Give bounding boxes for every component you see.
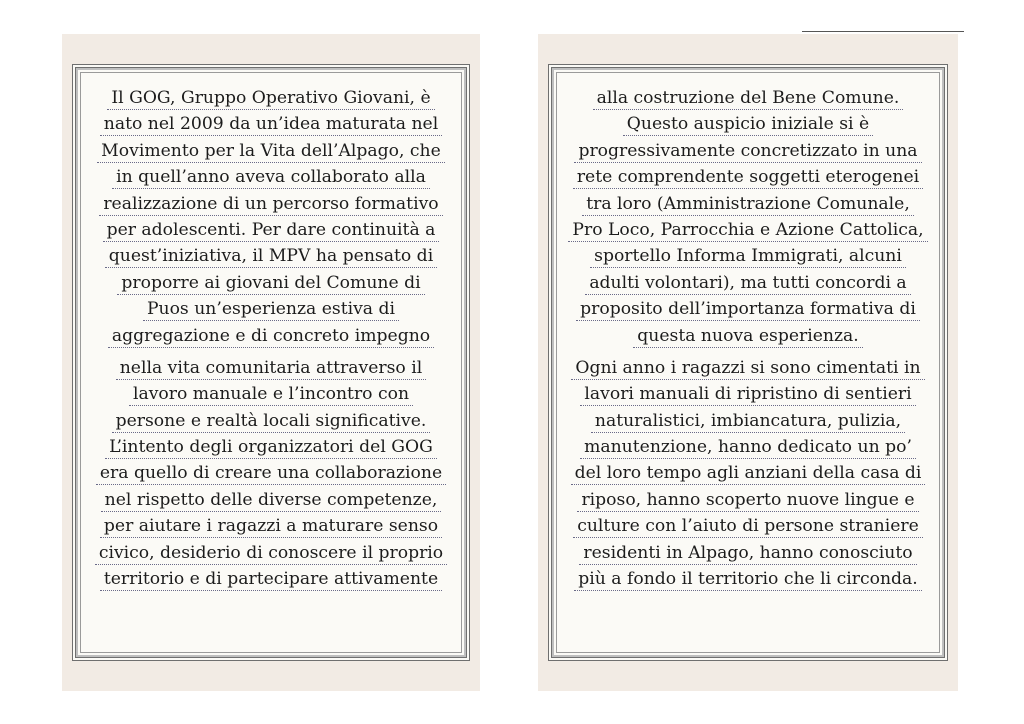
text-line: in quell’anno aveva collaborato alla bbox=[84, 164, 458, 190]
text-line: Il GOG, Gruppo Operativo Giovani, è bbox=[84, 85, 458, 111]
text-line: nel rispetto delle diverse competenze, bbox=[84, 487, 458, 513]
text-line: manutenzione, hanno dedicato un po’ bbox=[552, 434, 944, 460]
text-line: per adolescenti. Per dare continuità a bbox=[84, 217, 458, 243]
paragraph bbox=[552, 85, 944, 349]
paragraph bbox=[84, 85, 458, 349]
text-line: del loro tempo agli anziani della casa di bbox=[552, 460, 944, 486]
text-line: adulti volontari), ma tutti concordi a bbox=[552, 270, 944, 296]
left-page-text bbox=[84, 85, 458, 592]
text-line: Ogni anno i ragazzi si sono cimentati in bbox=[552, 355, 944, 381]
text-line: aggregazione e di concreto impegno bbox=[84, 323, 458, 349]
text-line: civico, desiderio di conoscere il proprio bbox=[84, 540, 458, 566]
text-line: progressivamente concretizzato in una bbox=[552, 138, 944, 164]
right-page-text bbox=[552, 85, 944, 592]
text-line: residenti in Alpago, hanno conosciuto bbox=[552, 540, 944, 566]
text-line: proposito dell’importanza formativa di bbox=[552, 296, 944, 322]
text-line: L’intento degli organizzatori del GOG bbox=[84, 434, 458, 460]
text-line: persone e realtà locali significative. bbox=[84, 408, 458, 434]
text-line: alla costruzione del Bene Comune. bbox=[552, 85, 944, 111]
text-line: lavoro manuale e l’incontro con bbox=[84, 381, 458, 407]
top-rule bbox=[802, 31, 964, 32]
text-line: questa nuova esperienza. bbox=[552, 323, 944, 349]
text-line: Movimento per la Vita dell’Alpago, che bbox=[84, 138, 458, 164]
text-line: era quello di creare una collaborazione bbox=[84, 460, 458, 486]
text-line: naturalistici, imbiancatura, pulizia, bbox=[552, 408, 944, 434]
text-line: quest’iniziativa, il MPV ha pensato di bbox=[84, 243, 458, 269]
text-line: rete comprendente soggetti eterogenei bbox=[552, 164, 944, 190]
text-line: per aiutare i ragazzi a maturare senso bbox=[84, 513, 458, 539]
text-line: riposo, hanno scoperto nuove lingue e bbox=[552, 487, 944, 513]
text-line: Pro Loco, Parrocchia e Azione Cattolica, bbox=[552, 217, 944, 243]
text-line: nato nel 2009 da un’idea maturata nel bbox=[84, 111, 458, 137]
text-line: tra loro (Amministrazione Comunale, bbox=[552, 191, 944, 217]
text-line: Puos un’esperienza estiva di bbox=[84, 296, 458, 322]
text-line: Questo auspicio iniziale si è bbox=[552, 111, 944, 137]
text-line: territorio e di partecipare attivamente bbox=[84, 566, 458, 592]
text-line: nella vita comunitaria attraverso il bbox=[84, 355, 458, 381]
text-line: proporre ai giovani del Comune di bbox=[84, 270, 458, 296]
text-line: sportello Informa Immigrati, alcuni bbox=[552, 243, 944, 269]
text-line: culture con l’aiuto di persone straniere bbox=[552, 513, 944, 539]
right-page bbox=[538, 34, 958, 691]
left-page bbox=[62, 34, 480, 691]
text-line: più a fondo il territorio che li circonda. bbox=[552, 566, 944, 592]
text-line: realizzazione di un percorso formativo bbox=[84, 191, 458, 217]
text-line: lavori manuali di ripristino di sentieri bbox=[552, 381, 944, 407]
paragraph bbox=[84, 355, 458, 593]
paragraph bbox=[552, 355, 944, 593]
